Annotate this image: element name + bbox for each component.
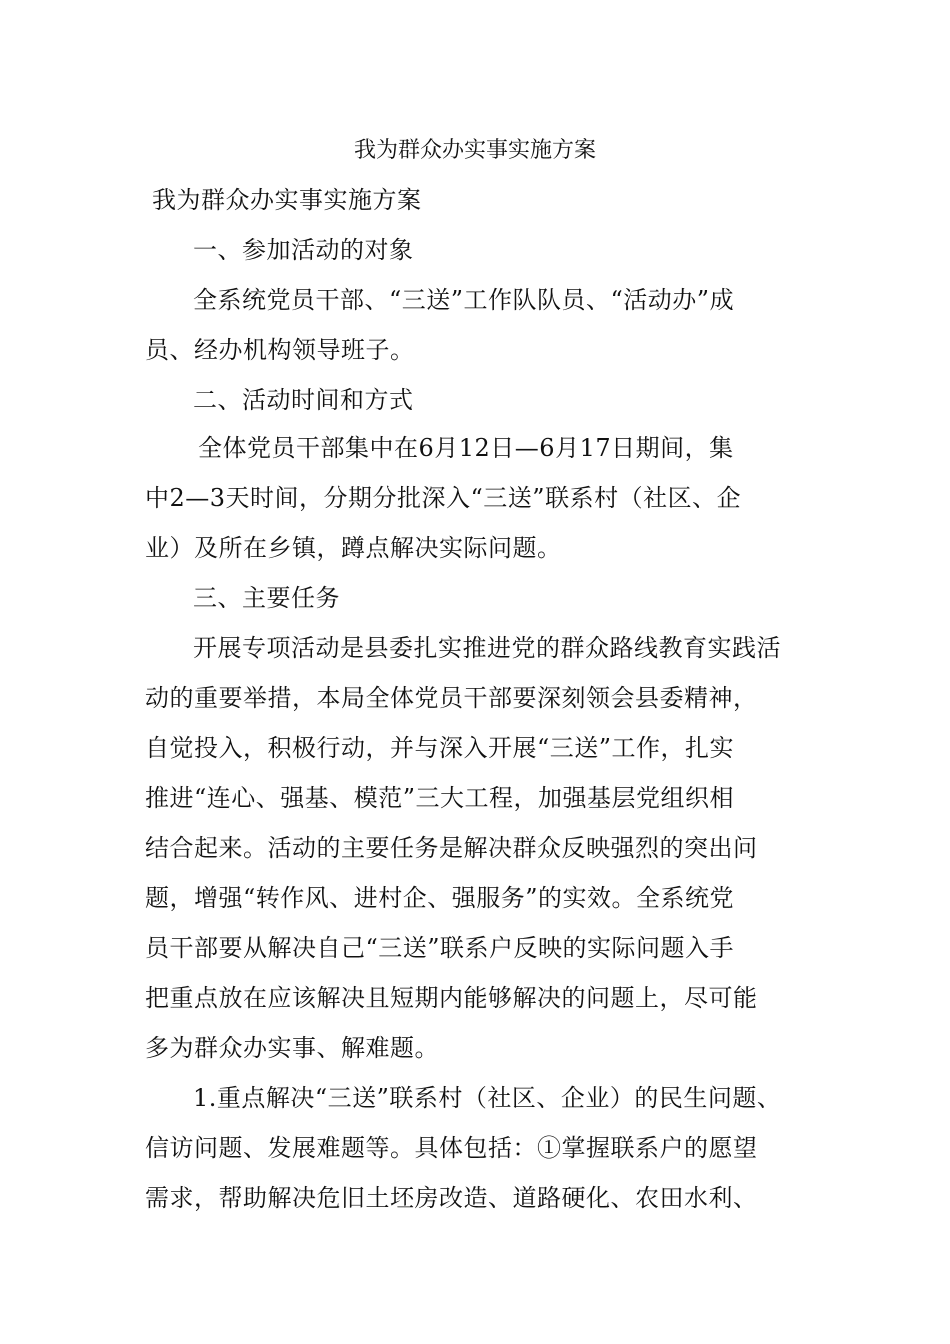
paragraph-line: 信访问题、发展难题等。具体包括：①掌握联系户的愿望 <box>145 1134 758 1162</box>
paragraph-line: 全体党员干部集中在6月12日—6月17日期间，集 <box>198 434 734 462</box>
paragraph-line: 员、经办机构领导班子。 <box>145 336 415 364</box>
section-heading-3: 三、主要任务 <box>193 584 340 612</box>
paragraph-line: 中2—3天时间，分期分批深入“三送”联系村（社区、企 <box>145 484 742 512</box>
paragraph-line: 全系统党员干部、“三送”工作队队员、“活动办”成 <box>193 286 735 314</box>
paragraph-line: 题，增强“转作风、进村企、强服务”的实效。全系统党 <box>145 884 735 912</box>
section-heading-1: 一、参加活动的对象 <box>193 236 414 264</box>
paragraph-line: 员干部要从解决自己“三送”联系户反映的实际问题入手 <box>145 934 735 962</box>
paragraph-line: 多为群众办实事、解难题。 <box>145 1034 439 1062</box>
paragraph-line: 1.重点解决“三送”联系村（社区、企业）的民生问题、 <box>193 1084 782 1112</box>
paragraph-line: 推进“连心、强基、模范”三大工程，加强基层党组织相 <box>145 784 735 812</box>
paragraph-line: 自觉投入，积极行动，并与深入开展“三送”工作，扎实 <box>145 734 735 762</box>
subtitle-line: 我为群众办实事实施方案 <box>152 186 422 214</box>
section-heading-2: 二、活动时间和方式 <box>193 386 414 414</box>
paragraph-line: 把重点放在应该解决且短期内能够解决的问题上，尽可能 <box>145 984 758 1012</box>
paragraph-line: 动的重要举措，本局全体党员干部要深刻领会县委精神， <box>145 684 758 712</box>
paragraph-line: 开展专项活动是县委扎实推进党的群众路线教育实践活 <box>193 634 781 662</box>
paragraph-line: 结合起来。活动的主要任务是解决群众反映强烈的突出问 <box>145 834 758 862</box>
document-title: 我为群众办实事实施方案 <box>353 138 596 163</box>
paragraph-line: 需求，帮助解决危旧土坯房改造、道路硬化、农田水利、 <box>145 1184 758 1212</box>
paragraph-line: 业）及所在乡镇，蹲点解决实际问题。 <box>145 534 562 562</box>
